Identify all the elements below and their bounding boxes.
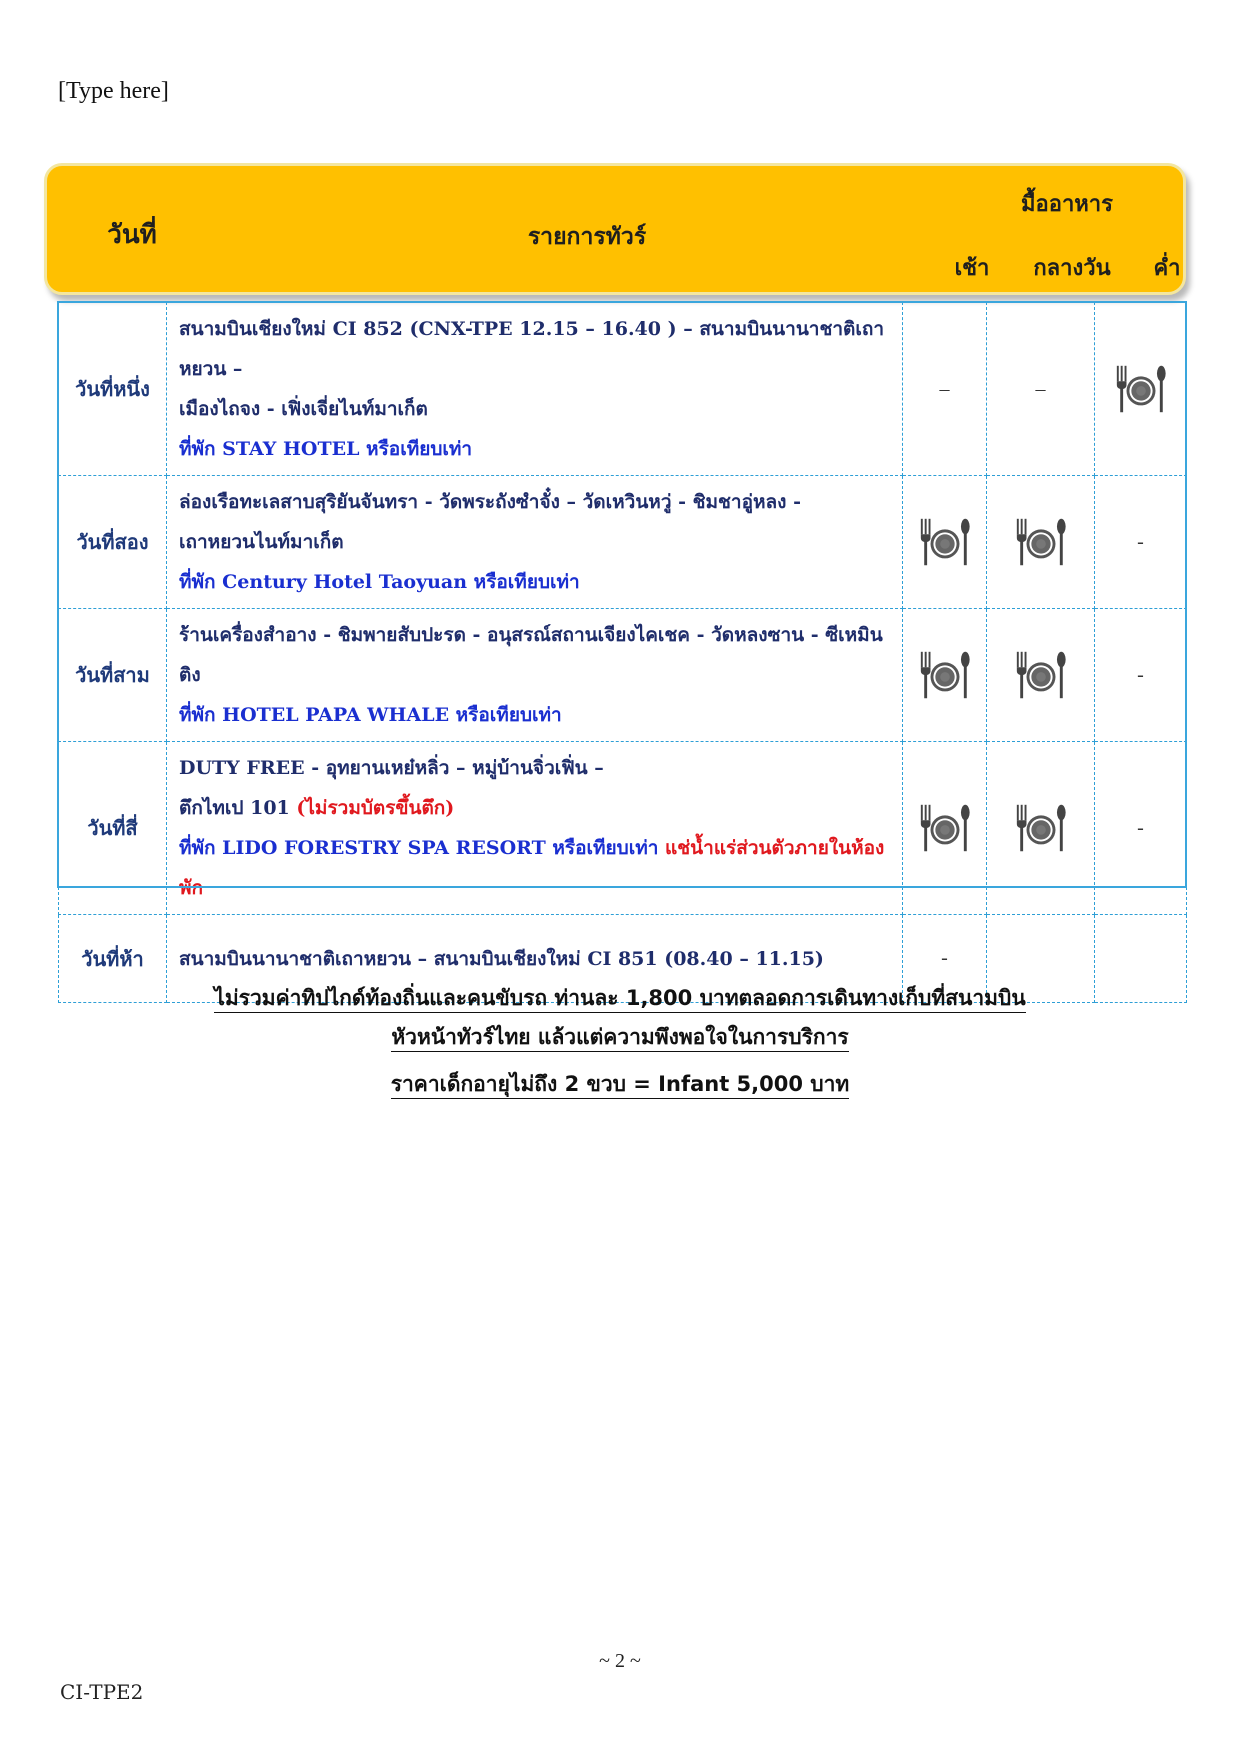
dinner-cell: -: [1095, 476, 1187, 609]
program-line: สนามบินเชียงใหม่ CI 852 (CNX-TPE 12.15 – 16.40 ) – สนามบินนานาชาติเถาหยวน –: [179, 318, 885, 380]
header-program: รายการทัวร์: [527, 223, 647, 250]
lunch-cell: –: [987, 303, 1095, 476]
table-header-banner: [44, 163, 1186, 295]
breakfast-cell: [903, 742, 987, 915]
table-row: [59, 742, 1187, 915]
meal-icon: [916, 513, 974, 571]
day-cell: วันที่ห้า: [59, 915, 167, 1003]
program-cell: [167, 476, 903, 609]
meal-icon: [1012, 646, 1070, 704]
header-day: วันที่: [107, 220, 157, 250]
breakfast-cell: –: [903, 303, 987, 476]
meal-icon: [916, 646, 974, 704]
service-note-text: หัวหน้าทัวร์ไทย แล้วแต่ความพึงพอใจในการบริการ: [391, 1025, 848, 1052]
dinner-cell: -: [1095, 742, 1187, 915]
hotel-line: [179, 828, 892, 908]
program-cell: [167, 609, 903, 742]
program-line: ร้านเครื่องสำอาง - ชิมพายสับปะรด - อนุสรณ์สถานเจียงไคเชค - วัดหลงซาน - ซีเหมินติง: [179, 624, 883, 686]
infant-price-note: [0, 1068, 1240, 1101]
footer-code: CI-TPE2: [60, 1680, 144, 1704]
program-line: เมืองไถจง - เฟิ่งเจี่ยไนท์มาเก็ต: [179, 398, 428, 420]
hotel-line: ที่พัก HOTEL PAPA WHALE หรือเทียบเท่า: [179, 704, 562, 726]
breakfast-cell: [903, 609, 987, 742]
dinner-cell: [1095, 303, 1187, 476]
hotel-highlight: แช่น้ำแร่ส่วนตัวภายในห้องพัก: [179, 837, 885, 899]
breakfast-cell: [903, 476, 987, 609]
service-note: [0, 1021, 1240, 1054]
table-row: [59, 476, 1187, 609]
page-number: ~ 2 ~: [599, 1650, 641, 1672]
lunch-cell: [987, 609, 1095, 742]
program-text: ตึกไทเป 101: [179, 797, 290, 819]
hotel-line: ที่พัก STAY HOTEL หรือเทียบเท่า: [179, 438, 473, 460]
day-cell: วันที่สอง: [59, 476, 167, 609]
table-row: [59, 303, 1187, 476]
hotel-line: ที่พัก Century Hotel Taoyuan หรือเทียบเท่า: [179, 571, 580, 593]
program-line: สนามบินนานาชาติเถาหยวน – สนามบินเชียงใหม่ CI 851 (08.40 – 11.15): [179, 947, 824, 970]
meal-icon: [1012, 513, 1070, 571]
meal-icon: [1012, 799, 1070, 857]
day-cell: วันที่หนึ่ง: [59, 303, 167, 476]
program-cell: [167, 303, 903, 476]
program-line: เถาหยวนไนท์มาเก็ต: [179, 531, 344, 553]
day-cell: วันที่สี่: [59, 742, 167, 915]
excluded-note: (ไม่รวมบัตรขึ้นตึก): [296, 797, 455, 819]
header-meals: มื้ออาหาร: [1021, 191, 1113, 217]
itinerary-table: [58, 302, 1187, 1003]
breakfast-cell: -: [903, 915, 987, 1003]
tip-note: [0, 982, 1240, 1015]
infant-price-text: ราคาเด็กอายุไม่ถึง 2 ขวบ = Infant 5,000 บาท: [391, 1072, 850, 1099]
program-line: ล่องเรือทะเลสาบสุริยันจันทรา - วัดพระถังซำจั๋ง – วัดเหวินหวู่ - ชิมชาอู่หลง -: [179, 491, 801, 513]
table-row: [59, 609, 1187, 742]
page-header-placeholder: [Type here]: [58, 78, 169, 104]
header-breakfast: เช้า: [954, 255, 990, 281]
day-cell: วันที่สาม: [59, 609, 167, 742]
dinner-cell: -: [1095, 609, 1187, 742]
header-dinner: ค่ำ: [1153, 255, 1181, 281]
program-cell: [167, 742, 903, 915]
meal-icon: [1112, 360, 1170, 418]
header-lunch: กลางวัน: [1033, 255, 1111, 281]
meal-icon: [916, 799, 974, 857]
program-line: DUTY FREE - อุทยานเหย๋หลิ่ว – หมู่บ้านจิ่วเฟิ่น –: [179, 757, 604, 779]
hotel-text: ที่พัก LIDO FORESTRY SPA RESORT หรือเทียบเท่า: [179, 837, 659, 859]
lunch-cell: [987, 476, 1095, 609]
lunch-cell: [987, 742, 1095, 915]
tip-note-text: ไม่รวมค่าทิปไกด์ท้องถิ่นและคนขับรถ ท่านละ 1,800 บาทตลอดการเดินทางเก็บที่สนามบิน: [214, 986, 1025, 1013]
program-line: [179, 788, 892, 828]
